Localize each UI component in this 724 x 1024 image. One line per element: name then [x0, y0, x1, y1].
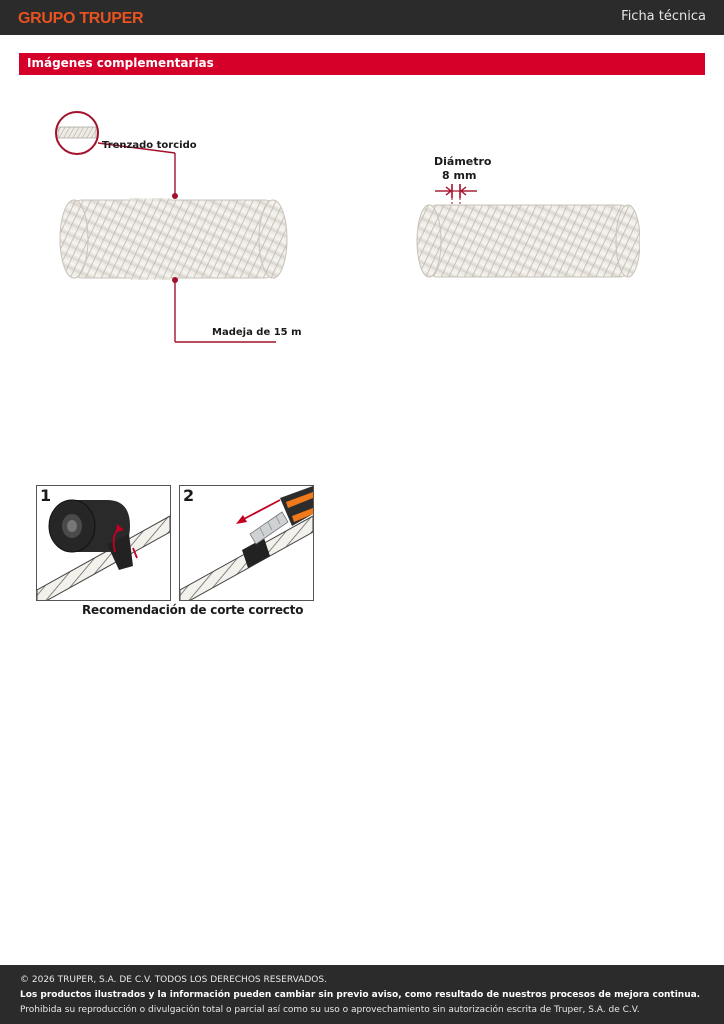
footer [0, 965, 724, 1024]
footer-copyright: © 2026 TRUPER, S.A. DE C.V. TODOS LOS DERECHOS RESERVADOS. [20, 975, 327, 985]
step-1-number: 1 [40, 486, 52, 505]
section-header [19, 53, 705, 75]
tape-wrap-illustration [37, 486, 170, 600]
cut-step-2-panel [179, 485, 314, 601]
diameter-label: Diámetro [434, 155, 492, 168]
hank-length-label: Madeja de 15 m [212, 327, 302, 338]
diameter-value: 8 mm [442, 169, 477, 182]
header-bar [0, 0, 724, 35]
cut-step-1-panel [36, 485, 171, 601]
truper-logo: GRUPO TRUPER [18, 10, 144, 27]
braid-type-label: Trenzado torcido [102, 140, 197, 151]
section-title: Imágenes complementarias [27, 56, 214, 70]
document-type: Ficha técnica [621, 9, 706, 24]
step-2-number: 2 [183, 486, 195, 505]
cutter-illustration [180, 486, 313, 600]
rope-diameter-figure [415, 150, 640, 285]
rope-detail-figure [50, 105, 300, 350]
cut-recommendation-caption: Recomendación de corte correcto [82, 603, 304, 617]
footer-notice: Los productos ilustrados y la información pueden cambiar sin previo aviso, como resultado de nuestros procesos de mejora continua. [20, 990, 701, 1000]
footer-prohibition: Prohibida su reproducción o divulgación total o parcial así como su uso o aprovechamiento sin autorización escrita de Truper, S.A. de C.V. [20, 1005, 640, 1015]
